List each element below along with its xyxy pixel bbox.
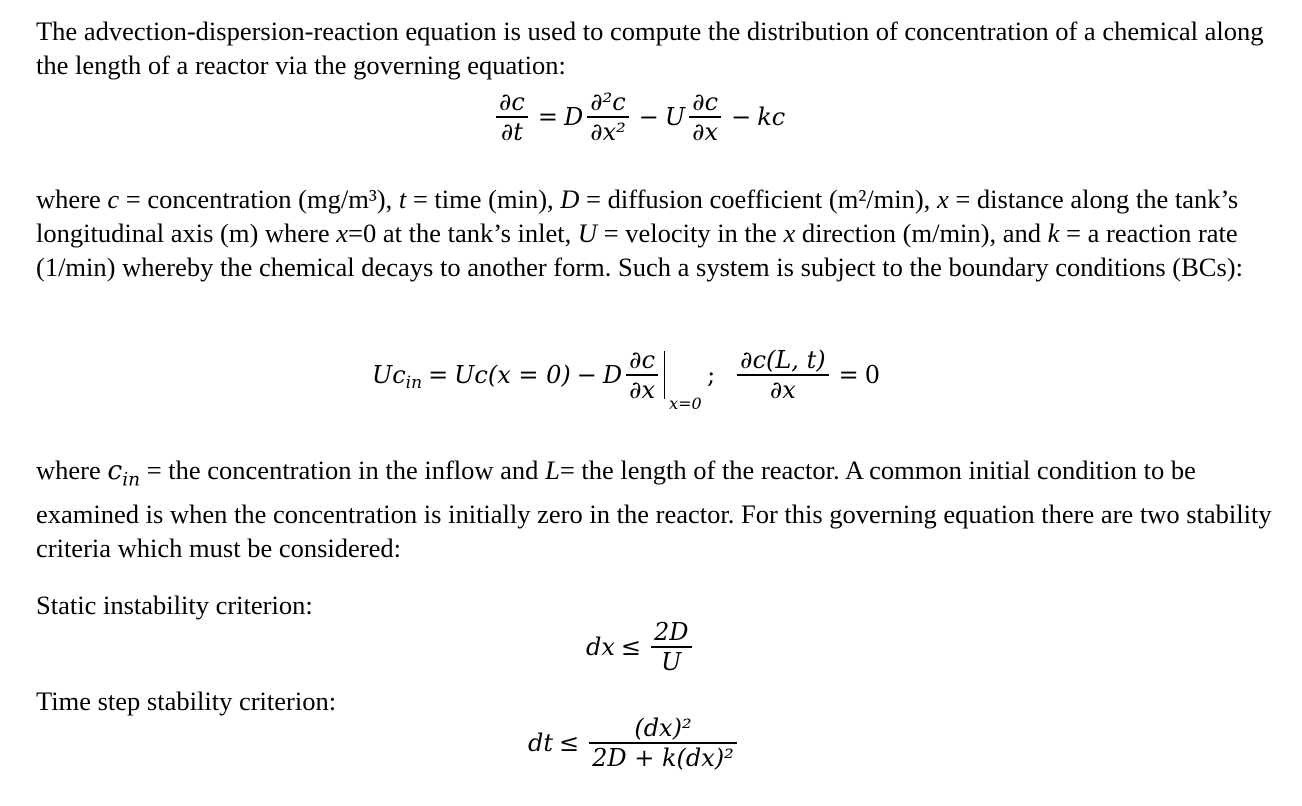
initial-condition-paragraph: where $c_{in}$ = the concentration in the inflow and L= the length of the reactor. A common initial condition to be examined is when the concentration is initially zero in the reactor. For this governing equation there are two stability criteria which must be considered: [36, 455, 1272, 564]
definitions-paragraph: where c = concentration (mg/m³), t = time (min), D = diffusion coefficient (m²/min), x = distance along the tank’s longitudinal axis (m) where x=0 at the tank’s inlet, U = velocity in the x direction (m/min), and k = a reaction rate (1/min) whereby the chemical decays to another form. Such a system is subject to the boundary conditions (BCs): [36, 184, 1243, 282]
time-step-criterion-label: Time step stability criterion: [36, 686, 337, 716]
boundary-conditions-equation: Uc $_{in}$ = Uc(x = 0) − D $\frac{\partial c}{\partial x}$ x=0 ; $\frac{\partial c(L, t)}{\partial x}$ = 0 [372, 346, 880, 413]
static-criterion-label: Static instability criterion: [36, 590, 313, 620]
intro-paragraph: The advection-dispersion-reaction equation is used to compute the distribution of concentration of a chemical along the length of a reactor via the governing equation: [36, 16, 1264, 80]
static-criterion-equation: dx ≤ $\frac{2D}{U}$ [586, 618, 696, 676]
governing-equation: $\frac{\partial c}{\partial t}$ = D $\frac{\text{∂²c}}{\text{∂x²}}$ − U $\frac{\partial c}{\partial x}$ − kc [492, 88, 785, 146]
time-step-criterion-equation: dt ≤ $\frac{\text{(dx)²}}{\text{2D + k(dx)²}}$ [528, 714, 741, 772]
